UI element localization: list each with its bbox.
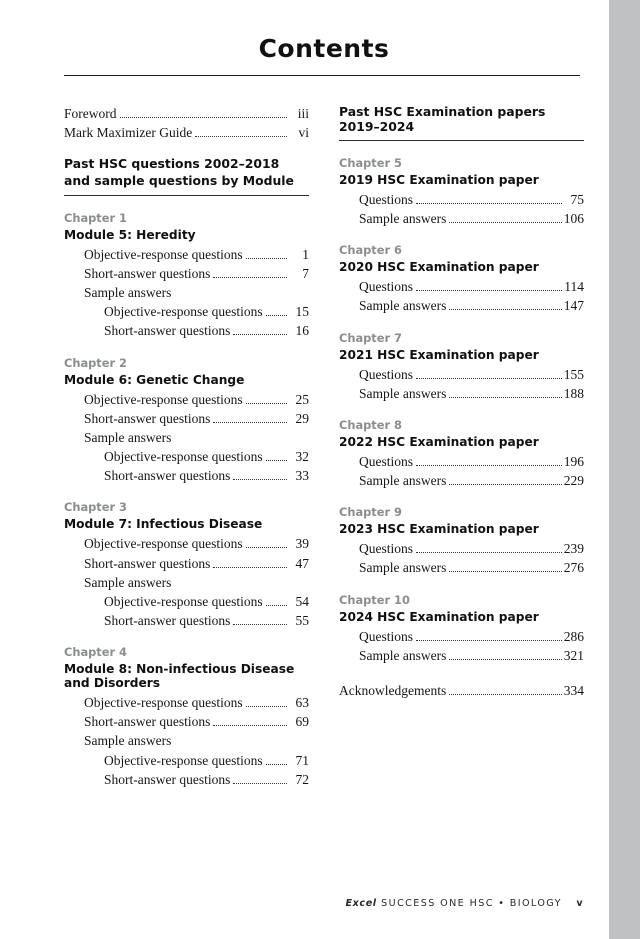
toc-entry-label: Sample answers xyxy=(359,298,447,314)
toc-entry[interactable] xyxy=(339,296,584,315)
toc-entry-page-number: 15 xyxy=(295,304,309,320)
toc-entry-group xyxy=(64,534,309,630)
toc-entry-page-number: 69 xyxy=(295,714,309,730)
chapter-label: Chapter 8 xyxy=(339,417,402,432)
right-section-divider xyxy=(339,140,584,141)
right-section-heading: Past HSC Examination papers 2019–2024 xyxy=(339,104,546,134)
toc-entry-page-number: 72 xyxy=(295,771,309,787)
toc-entry-page-number: 63 xyxy=(295,695,309,711)
toc-entry-label: Foreword xyxy=(64,106,117,121)
toc-entry-label: Mark Maximizer Guide xyxy=(64,125,193,141)
page-content xyxy=(64,34,584,904)
toc-entry-label: Sample answers xyxy=(359,211,447,227)
chapter-label: Chapter 2 xyxy=(64,355,127,370)
toc-entry[interactable] xyxy=(64,554,309,573)
toc-leader-dots xyxy=(233,783,287,784)
toc-leader-dots xyxy=(266,605,287,606)
toc-entry-group xyxy=(64,693,309,789)
toc-leader-dots xyxy=(120,117,288,118)
toc-leader-dots xyxy=(213,725,287,726)
module-title[interactable]: 2023 HSC Examination paper xyxy=(339,522,539,537)
toc-entry-page-number: 334 xyxy=(563,682,584,698)
toc-entry[interactable] xyxy=(64,390,309,409)
toc-leader-dots xyxy=(449,484,561,485)
toc-leader-dots xyxy=(233,479,287,480)
chapter-label: Chapter 4 xyxy=(64,645,127,660)
footer-series: SUCCESS ONE HSC • BIOLOGY xyxy=(381,898,562,909)
toc-entry-group xyxy=(339,452,584,490)
toc-entry-group xyxy=(339,277,584,315)
toc-entry-page-number: 276 xyxy=(563,560,584,576)
toc-entry-label: Short-answer questions xyxy=(84,265,211,281)
chapter-label: Chapter 6 xyxy=(339,243,402,258)
toc-entry[interactable] xyxy=(339,277,584,296)
toc-entry[interactable] xyxy=(64,321,309,340)
toc-entry[interactable] xyxy=(64,409,309,428)
toc-entry[interactable] xyxy=(339,558,584,577)
toc-entry[interactable] xyxy=(64,712,309,731)
toc-entry-label: Objective-response questions xyxy=(104,304,263,320)
toc-leader-dots xyxy=(449,222,561,223)
toc-entry-page-number: 54 xyxy=(295,593,309,609)
toc-leader-dots xyxy=(416,203,562,204)
left-section-divider xyxy=(64,195,309,196)
toc-entry[interactable] xyxy=(339,452,584,471)
toc-entry-page-number: vi xyxy=(298,125,309,141)
toc-leader-dots xyxy=(246,706,287,707)
toc-leader-dots xyxy=(416,465,562,466)
toc-entry-page-number: 25 xyxy=(295,391,309,407)
toc-entry-page-number: 47 xyxy=(295,555,309,571)
toc-entry-page-number: 106 xyxy=(563,211,584,227)
chapter-label: Chapter 7 xyxy=(339,330,402,345)
module-title[interactable]: Module 5: Heredity xyxy=(64,227,196,242)
toc-entry-acknowledgements[interactable] xyxy=(339,681,584,700)
toc-entry[interactable] xyxy=(339,384,584,403)
toc-leader-dots xyxy=(213,567,287,568)
toc-entry-page-number: 32 xyxy=(295,449,309,465)
right-column xyxy=(339,104,584,791)
toc-entry[interactable] xyxy=(339,471,584,490)
toc-entry-label: Objective-response questions xyxy=(104,449,263,465)
toc-entry[interactable] xyxy=(64,302,309,321)
toc-entry-label: Sample answers xyxy=(84,429,172,445)
toc-entry[interactable] xyxy=(64,592,309,611)
toc-entry-label: Objective-response questions xyxy=(104,593,263,609)
module-title[interactable]: 2024 HSC Examination paper xyxy=(339,609,539,624)
toc-entry-label: Sample answers xyxy=(359,560,447,576)
toc-entry-label: Short-answer questions xyxy=(84,714,211,730)
toc-entry-page-number: 286 xyxy=(563,628,584,644)
toc-entry[interactable] xyxy=(64,751,309,770)
toc-entry-page-number: 321 xyxy=(563,647,584,663)
toc-leader-dots xyxy=(416,640,562,641)
toc-leader-dots xyxy=(246,258,287,259)
left-section-heading-block xyxy=(64,156,309,195)
toc-leader-dots xyxy=(246,403,287,404)
toc-entry-page-number: 29 xyxy=(295,410,309,426)
chapter-label: Chapter 9 xyxy=(339,505,402,520)
page-title: Contents xyxy=(258,34,390,63)
toc-entry[interactable] xyxy=(64,245,309,264)
toc-leader-dots xyxy=(266,764,287,765)
toc-entry-label: Short-answer questions xyxy=(104,612,231,628)
toc-leader-dots xyxy=(449,659,561,660)
module-title[interactable]: 2019 HSC Examination paper xyxy=(339,173,539,187)
toc-entry[interactable] xyxy=(339,209,584,228)
toc-leader-dots xyxy=(449,397,561,398)
toc-entry-label: Sample answers xyxy=(359,385,447,401)
toc-entry[interactable] xyxy=(64,534,309,553)
toc-entry-label: Objective-response questions xyxy=(84,695,243,711)
footer-page-number: v xyxy=(576,898,584,909)
toc-leader-dots xyxy=(233,334,287,335)
toc-leader-dots xyxy=(449,571,561,572)
toc-entry-label: Objective-response questions xyxy=(84,246,243,262)
toc-entry-label: Questions xyxy=(359,192,413,207)
toc-entry[interactable] xyxy=(339,190,584,209)
columns-container xyxy=(64,104,584,791)
toc-entry-page-number: 55 xyxy=(295,612,309,628)
toc-entry[interactable] xyxy=(339,365,584,384)
toc-entry-label: Questions xyxy=(359,366,413,382)
toc-entry[interactable] xyxy=(64,466,309,485)
module-title[interactable]: 2021 HSC Examination paper xyxy=(339,347,539,362)
toc-entry-page-number: 33 xyxy=(295,468,309,484)
footer-brand: Excel xyxy=(345,898,377,909)
toc-entry-label: Short-answer questions xyxy=(104,771,231,787)
acknowledgements-block xyxy=(339,679,584,700)
toc-leader-dots xyxy=(416,378,562,379)
toc-entry-label: Acknowledgements xyxy=(339,682,447,698)
toc-entry-page-number: 16 xyxy=(295,323,309,339)
page-edge-shadow xyxy=(609,0,640,939)
toc-leader-dots xyxy=(233,624,287,625)
toc-leader-dots xyxy=(195,136,287,137)
module-title[interactable]: Module 8: Non-infectious Disease and Disorders xyxy=(64,662,295,691)
toc-entry-group xyxy=(339,365,584,403)
front-matter-list xyxy=(64,104,309,142)
toc-entry-label: Short-answer questions xyxy=(84,410,211,426)
toc-entry-label: Questions xyxy=(359,279,413,295)
toc-entry-page-number: 114 xyxy=(564,279,584,295)
toc-entry-page-number: 75 xyxy=(570,192,584,207)
toc-entry[interactable] xyxy=(64,264,309,283)
page-footer xyxy=(64,898,584,909)
toc-entry-page-number: 188 xyxy=(563,385,584,401)
toc-entry-page-number: 229 xyxy=(563,473,584,489)
toc-entry-label: Objective-response questions xyxy=(104,752,263,768)
toc-leader-dots xyxy=(416,552,562,553)
toc-entry-page-number: 71 xyxy=(295,752,309,768)
toc-entry-page-number: 7 xyxy=(302,265,309,281)
toc-entry-label: Questions xyxy=(359,541,413,557)
toc-leader-dots xyxy=(266,315,287,316)
toc-entry-page-number: 155 xyxy=(563,366,584,382)
toc-entry-page-number: iii xyxy=(297,106,309,121)
toc-entry-label: Short-answer questions xyxy=(104,468,231,484)
module-title[interactable]: 2022 HSC Examination paper xyxy=(339,434,539,449)
toc-entry-page-number: 1 xyxy=(302,246,309,262)
module-title[interactable]: 2020 HSC Examination paper xyxy=(339,260,539,275)
toc-entry[interactable] xyxy=(64,447,309,466)
toc-entry[interactable] xyxy=(64,104,309,123)
toc-leader-dots xyxy=(266,460,287,461)
module-title[interactable]: Module 7: Infectious Disease xyxy=(64,517,263,532)
toc-entry-group xyxy=(64,390,309,486)
toc-entry[interactable] xyxy=(64,770,309,789)
toc-entry-label: Sample answers xyxy=(84,733,172,749)
toc-entry-label: Questions xyxy=(359,453,413,469)
toc-entry-page-number: 39 xyxy=(295,536,309,552)
toc-entry[interactable] xyxy=(64,693,309,712)
left-column xyxy=(64,104,309,791)
toc-entry-page-number: 239 xyxy=(563,541,584,557)
module-title[interactable]: Module 6: Genetic Change xyxy=(64,372,245,387)
chapter-label: Chapter 3 xyxy=(64,500,127,515)
toc-entry[interactable] xyxy=(339,627,584,646)
toc-entry-label: Sample answers xyxy=(359,473,447,489)
toc-entry-group xyxy=(339,627,584,665)
toc-leader-dots xyxy=(213,422,287,423)
toc-entry-group xyxy=(64,245,309,341)
toc-entry[interactable] xyxy=(339,539,584,558)
title-divider xyxy=(64,75,580,76)
toc-entry-label: Objective-response questions xyxy=(84,536,243,552)
toc-entry-label: Sample answers xyxy=(84,285,172,301)
left-section-heading: Past HSC questions 2002–2018 and sample questions by Module xyxy=(64,156,294,189)
toc-leader-dots xyxy=(246,547,287,548)
toc-leader-dots xyxy=(449,309,561,310)
toc-entry-page-number: 147 xyxy=(563,298,584,314)
toc-entry-label: Short-answer questions xyxy=(104,323,231,339)
toc-entry-label: Sample answers xyxy=(84,574,172,590)
chapter-label: Chapter 5 xyxy=(339,156,402,170)
toc-leader-dots xyxy=(416,290,562,291)
toc-entry[interactable] xyxy=(64,611,309,630)
toc-leader-dots xyxy=(213,277,287,278)
toc-entry-group xyxy=(339,190,584,228)
chapter-label: Chapter 10 xyxy=(339,592,410,607)
toc-entry-label: Questions xyxy=(359,628,413,644)
toc-entry[interactable] xyxy=(64,123,309,142)
toc-entry-label: Sample answers xyxy=(359,647,447,663)
toc-entry-label: Objective-response questions xyxy=(84,391,243,407)
toc-entry-group xyxy=(339,539,584,577)
toc-entry[interactable] xyxy=(339,646,584,665)
toc-leader-dots xyxy=(449,694,562,695)
toc-entry-page-number: 196 xyxy=(563,453,584,469)
chapter-label: Chapter 1 xyxy=(64,210,127,225)
toc-entry-label: Short-answer questions xyxy=(84,555,211,571)
